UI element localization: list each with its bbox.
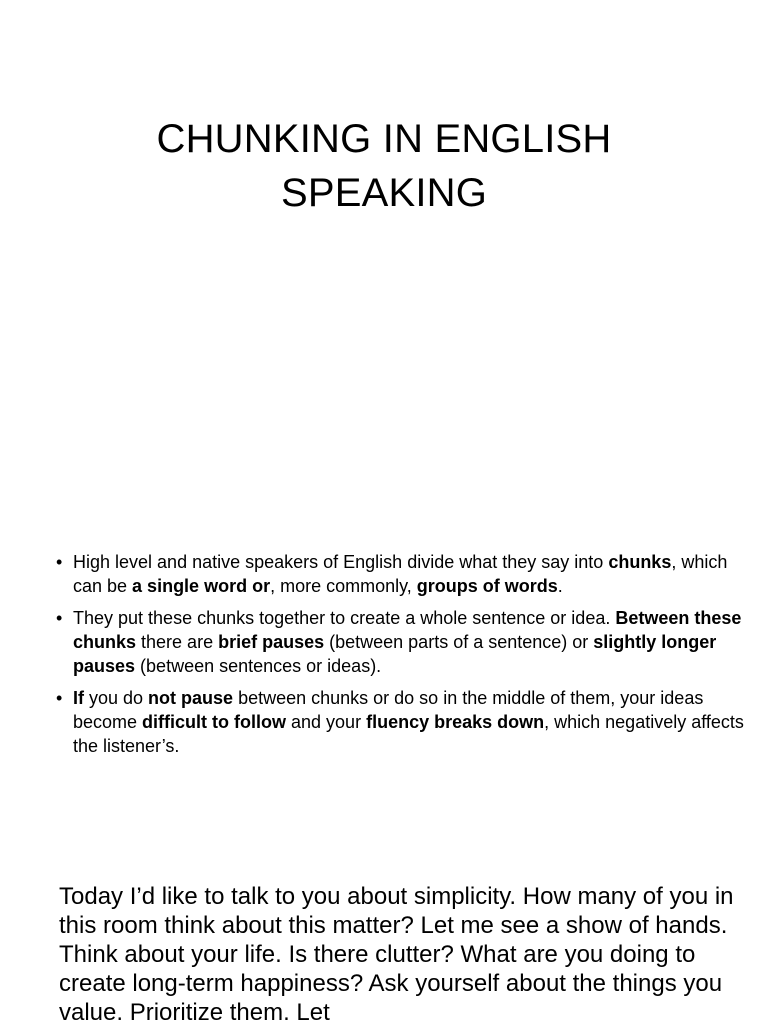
bullet-text: High level and native speakers of English divide what they say into bbox=[73, 552, 609, 572]
bullet-text: between chunks or do so in the middle of them, your ideas become bbox=[73, 688, 704, 732]
bullet-text: . bbox=[557, 576, 563, 596]
bullet-bold-text: a single word or bbox=[132, 576, 271, 596]
bullet-marker: • bbox=[56, 552, 63, 572]
bullet-text: They put these chunks together to create a whole sentence or idea. bbox=[73, 608, 616, 628]
bullet-item-fluency bbox=[56, 686, 756, 758]
bullet-text: , more commonly, bbox=[270, 576, 417, 596]
bullet-text: , which negatively affects the listener’s. bbox=[73, 712, 744, 756]
bullet-text: there are bbox=[136, 632, 219, 652]
bullet-list bbox=[56, 550, 756, 766]
slide-title-line-1: CHUNKING IN ENGLISH bbox=[156, 117, 612, 161]
bullet-bold-text: Between these chunks bbox=[73, 608, 742, 652]
slide-title-line-2: SPEAKING bbox=[280, 171, 488, 215]
bullet-text: (between sentences or ideas). bbox=[135, 656, 382, 676]
bullet-item-pauses bbox=[56, 606, 756, 678]
bullet-bold-text: difficult to follow bbox=[142, 712, 287, 732]
bullet-text: (between parts of a sentence) or bbox=[324, 632, 594, 652]
bullet-text: , which can be bbox=[73, 552, 728, 596]
speech-paragraph: Today I’d like to talk to you about simplicity. How many of you in this room think about this matter? Let me see a show of hands. Think about your life. Is there clutter? What are you doing to create long-term happiness? Ask yourself about the things you value. Prioritize them. Let bbox=[59, 883, 734, 1024]
bullet-item-chunks bbox=[56, 550, 756, 598]
bullet-bold-text: fluency breaks down bbox=[366, 712, 545, 732]
slide-title bbox=[0, 112, 768, 220]
bullet-bold-text: brief pauses bbox=[218, 632, 325, 652]
bullet-bold-text: not pause bbox=[148, 688, 234, 708]
bullet-marker: • bbox=[56, 608, 63, 628]
bullet-bold-text: If bbox=[73, 688, 84, 708]
bullet-marker: • bbox=[56, 688, 63, 708]
bullet-bold-text: chunks bbox=[608, 552, 672, 572]
bullet-text: you do bbox=[84, 688, 149, 708]
bullet-bold-text: groups of words bbox=[416, 576, 558, 596]
bullet-text: and your bbox=[286, 712, 367, 732]
bullet-bold-text: slightly longer pauses bbox=[73, 632, 717, 676]
